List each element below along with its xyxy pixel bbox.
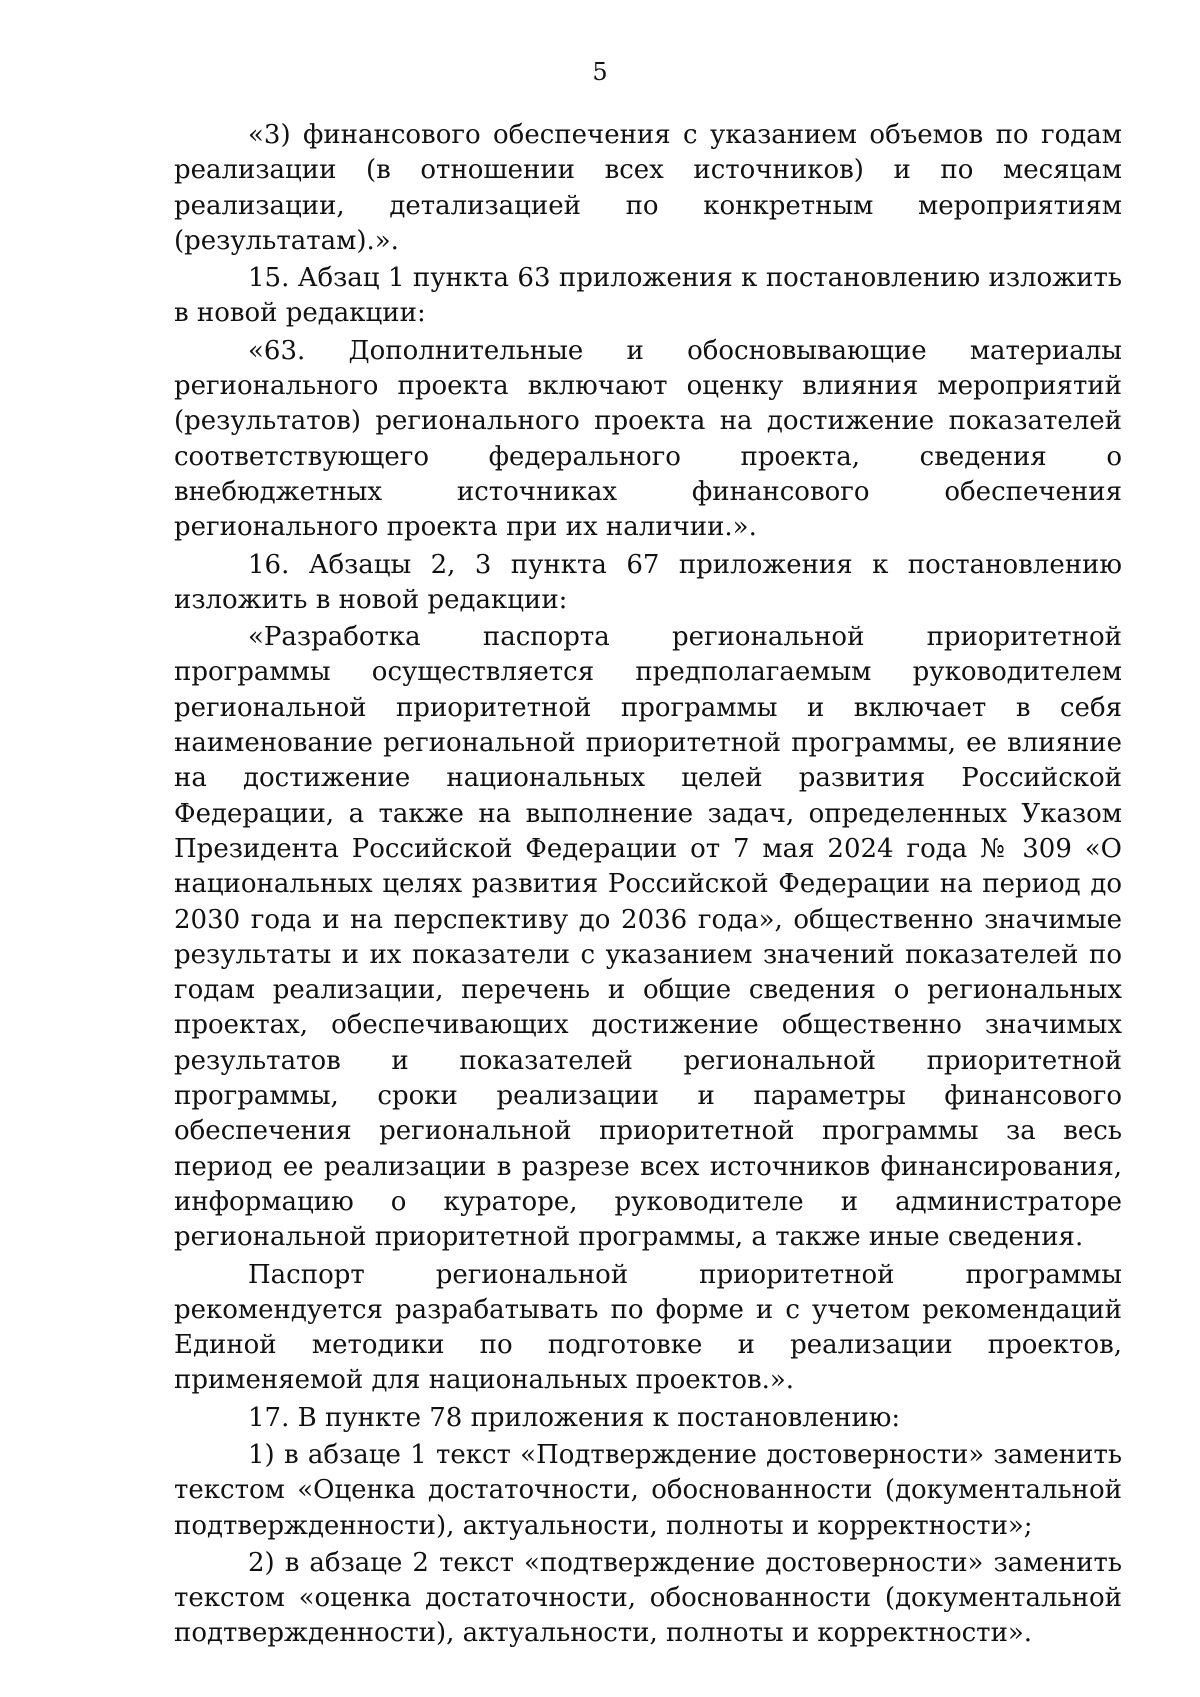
paragraph-passport-development: «Разработка паспорта региональной приоритетной программы осуществляется предполагаемым руководителем региональной приоритетной программы и включает в себя наименование региональной приоритетной программы, ее влияние на достижение национальных целей развития Российской Федерации, а также на выполнение задач, определенных Указом Президента Российской Федерации от 7 мая 2024 года № 309 «О национальных целях развития Российской Федерации на период до 2030 года и на перспективу до 2036 года», общественно значимые результаты и их показатели с указанием значений показателей по годам реализации, перечень и общие сведения о региональных проектах, обеспечивающих достижение общественно значимых результатов и показателей региональной приоритетной программы, сроки реализации и параметры финансового обеспечения региональной приоритетной программы за весь период ее реализации в разрезе всех источников финансирования, информацию о кураторе, руководителе и администраторе региональной приоритетной программы, а также иные сведения.: [174, 622, 1122, 1253]
paragraph-item-15: 15. Абзац 1 пункта 63 приложения к постановлению изложить в новой редакции:: [174, 263, 1122, 329]
paragraph-point-63: «63. Дополнительные и обосновывающие материалы регионального проекта включают оценку влияния мероприятий (результатов) регионального проекта на достижение показателей соответствующего федерального проекта, сведения о внебюджетных источниках финансового обеспечения регионального проекта при их наличии.».: [174, 335, 1122, 543]
paragraph-subitem-2: 2) в абзаце 2 текст «подтверждение достоверности» заменить текстом «оценка достаточности, обоснованности (документальной подтвержденности), актуальности, полноты и корректности».: [174, 1547, 1122, 1649]
paragraph-item-17: 17. В пункте 78 приложения к постановлению:: [248, 1402, 901, 1433]
page-number: 5: [592, 58, 608, 86]
paragraph-subitem-1: 1) в абзаце 1 текст «Подтверждение достоверности» заменить текстом «Оценка достаточности, обоснованности (документальной подтвержденности), актуальности, полноты и корректности»;: [174, 1439, 1122, 1541]
document-body: [174, 118, 1122, 1652]
paragraph-item-16: 16. Абзацы 2, 3 пункта 67 приложения к постановлению изложить в новой редакции:: [174, 549, 1122, 615]
paragraph-passport-recommendation: Паспорт региональной приоритетной программы рекомендуется разрабатывать по форме и с учетом рекомендаций Единой методики по подготовке и реализации проектов, применяемой для национальных проектов.».: [174, 1259, 1122, 1396]
paragraph-financial-provision: «3) финансового обеспечения с указанием объемов по годам реализации (в отношении всех источников) и по месяцам реализации, детализацией по конкретным мероприятиям (результатам).».: [174, 120, 1122, 256]
